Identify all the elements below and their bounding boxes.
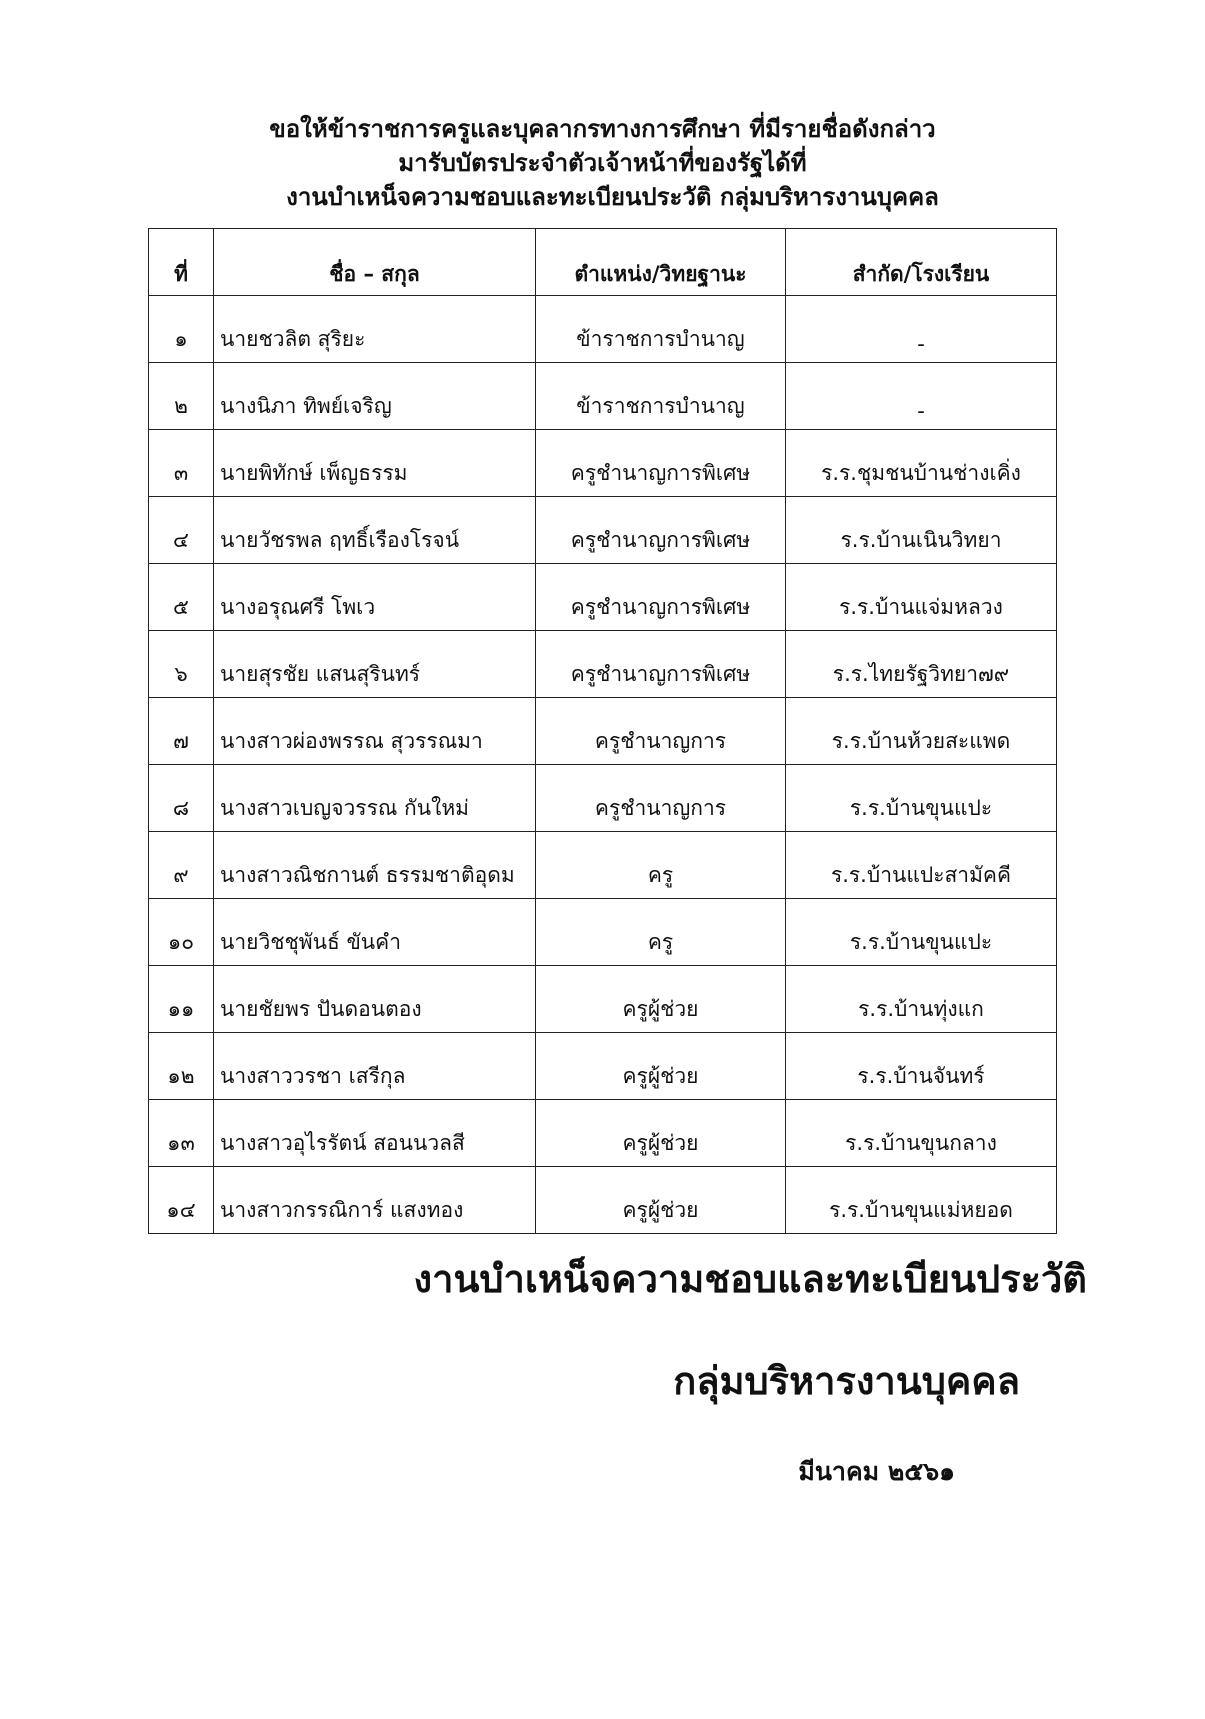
row-position: ครูผู้ช่วย xyxy=(536,1167,786,1234)
header-line-3: งานบำเหน็จความชอบและทะเบียนประวัติ กลุ่มบริหารงานบุคคล xyxy=(286,183,939,211)
row-school: ร.ร.บ้านแจ่มหลวง xyxy=(786,564,1057,631)
row-position: ครูชำนาญการพิเศษ xyxy=(536,430,786,497)
table-header-row xyxy=(149,229,1057,296)
row-number: ๗ xyxy=(149,698,214,765)
row-school: ร.ร.บ้านจันทร์ xyxy=(786,1033,1057,1100)
table-row xyxy=(149,832,1057,899)
row-school: ร.ร.บ้านขุนแปะ xyxy=(786,765,1057,832)
table-row xyxy=(149,564,1057,631)
row-school: ร.ร.บ้านขุนแปะ xyxy=(786,899,1057,966)
row-position: ครู xyxy=(536,899,786,966)
row-school: ร.ร.บ้านเนินวิทยา xyxy=(786,497,1057,564)
row-position: ครูชำนาญการ xyxy=(536,765,786,832)
header-position: ตำแหน่ง/วิทยฐานะ xyxy=(536,229,786,296)
document-header xyxy=(150,112,1055,214)
row-school: - xyxy=(786,296,1057,363)
row-position: ครูชำนาญการพิเศษ xyxy=(536,631,786,698)
row-number: ๖ xyxy=(149,631,214,698)
staff-table xyxy=(148,228,1057,1234)
row-school: ร.ร.บ้านทุ่งแก xyxy=(786,966,1057,1033)
row-name: นางสาวเบญจวรรณ กันใหม่ xyxy=(214,765,536,832)
row-school: ร.ร.ชุมชนบ้านช่างเคิ่ง xyxy=(786,430,1057,497)
row-school: ร.ร.บ้านแปะสามัคคี xyxy=(786,832,1057,899)
row-name: นางสาวผ่องพรรณ สุวรรณมา xyxy=(214,698,536,765)
row-number: ๑๑ xyxy=(149,966,214,1033)
row-name: นายชัยพร ปันดอนตอง xyxy=(214,966,536,1033)
row-name: นางสาวณิชกานต์ ธรรมชาติอุดม xyxy=(214,832,536,899)
row-school: - xyxy=(786,363,1057,430)
row-school: ร.ร.ไทยรัฐวิทยา๗๙ xyxy=(786,631,1057,698)
row-number: ๑๒ xyxy=(149,1033,214,1100)
row-number: ๔ xyxy=(149,497,214,564)
footer-office: งานบำเหน็จความชอบและทะเบียนประวัติ xyxy=(413,1257,1087,1301)
table-row xyxy=(149,698,1057,765)
row-name: นายวัชรพล ฤทธิ์เรืองโรจน์ xyxy=(214,497,536,564)
row-position: ครูผู้ช่วย xyxy=(536,966,786,1033)
row-position: ข้าราชการบำนาญ xyxy=(536,363,786,430)
row-school: ร.ร.บ้านขุนแม่หยอด xyxy=(786,1167,1057,1234)
row-name: นายสุรชัย แสนสุรินทร์ xyxy=(214,631,536,698)
row-name: นายชวลิต สุริยะ xyxy=(214,296,536,363)
row-position: ครูผู้ช่วย xyxy=(536,1100,786,1167)
table-row xyxy=(149,363,1057,430)
row-name: นายพิทักษ์ เพ็ญธรรม xyxy=(214,430,536,497)
row-number: ๑๓ xyxy=(149,1100,214,1167)
table-row xyxy=(149,1100,1057,1167)
table-row xyxy=(149,1167,1057,1234)
table-body xyxy=(149,296,1057,1234)
row-number: ๑ xyxy=(149,296,214,363)
table-row xyxy=(149,631,1057,698)
table-row xyxy=(149,765,1057,832)
row-name: นายวิชชุพันธ์ ขันคำ xyxy=(214,899,536,966)
table-row xyxy=(149,1033,1057,1100)
row-number: ๘ xyxy=(149,765,214,832)
header-line-1: ขอให้ข้าราชการครูและบุคลากรทางการศึกษา ที่มีรายชื่อดังกล่าว xyxy=(269,115,936,143)
row-number: ๙ xyxy=(149,832,214,899)
row-name: นางสาวอุไรรัตน์ สอนนวลสี xyxy=(214,1100,536,1167)
row-number: ๑๔ xyxy=(149,1167,214,1234)
table-row xyxy=(149,430,1057,497)
row-number: ๕ xyxy=(149,564,214,631)
row-number: ๓ xyxy=(149,430,214,497)
header-school: สำกัด/โรงเรียน xyxy=(786,229,1057,296)
row-position: ครูชำนาญการ xyxy=(536,698,786,765)
table-row xyxy=(149,497,1057,564)
row-position: ครูผู้ช่วย xyxy=(536,1033,786,1100)
table-row xyxy=(149,899,1057,966)
row-position: ครู xyxy=(536,832,786,899)
row-name: นางสาววรชา เสรีกุล xyxy=(214,1033,536,1100)
row-number: ๑๐ xyxy=(149,899,214,966)
row-name: นางสาวกรรณิการ์ แสงทอง xyxy=(214,1167,536,1234)
row-position: ข้าราชการบำนาญ xyxy=(536,296,786,363)
table-row xyxy=(149,966,1057,1033)
row-name: นางนิภา ทิพย์เจริญ xyxy=(214,363,536,430)
row-number: ๒ xyxy=(149,363,214,430)
table-row xyxy=(149,296,1057,363)
footer-date: มีนาคม ๒๕๖๑ xyxy=(798,1457,955,1486)
row-position: ครูชำนาญการพิเศษ xyxy=(536,497,786,564)
header-line-2: มารับบัตรประจำตัวเจ้าหน้าที่ของรัฐได้ที่ xyxy=(398,149,807,177)
header-name: ชื่อ – สกุล xyxy=(214,229,536,296)
row-name: นางอรุณศรี โพเว xyxy=(214,564,536,631)
row-school: ร.ร.บ้านขุนกลาง xyxy=(786,1100,1057,1167)
header-number: ที่ xyxy=(149,229,214,296)
row-school: ร.ร.บ้านห้วยสะแพด xyxy=(786,698,1057,765)
footer-group: กลุ่มบริหารงานบุคคล xyxy=(673,1359,1020,1403)
row-position: ครูชำนาญการพิเศษ xyxy=(536,564,786,631)
